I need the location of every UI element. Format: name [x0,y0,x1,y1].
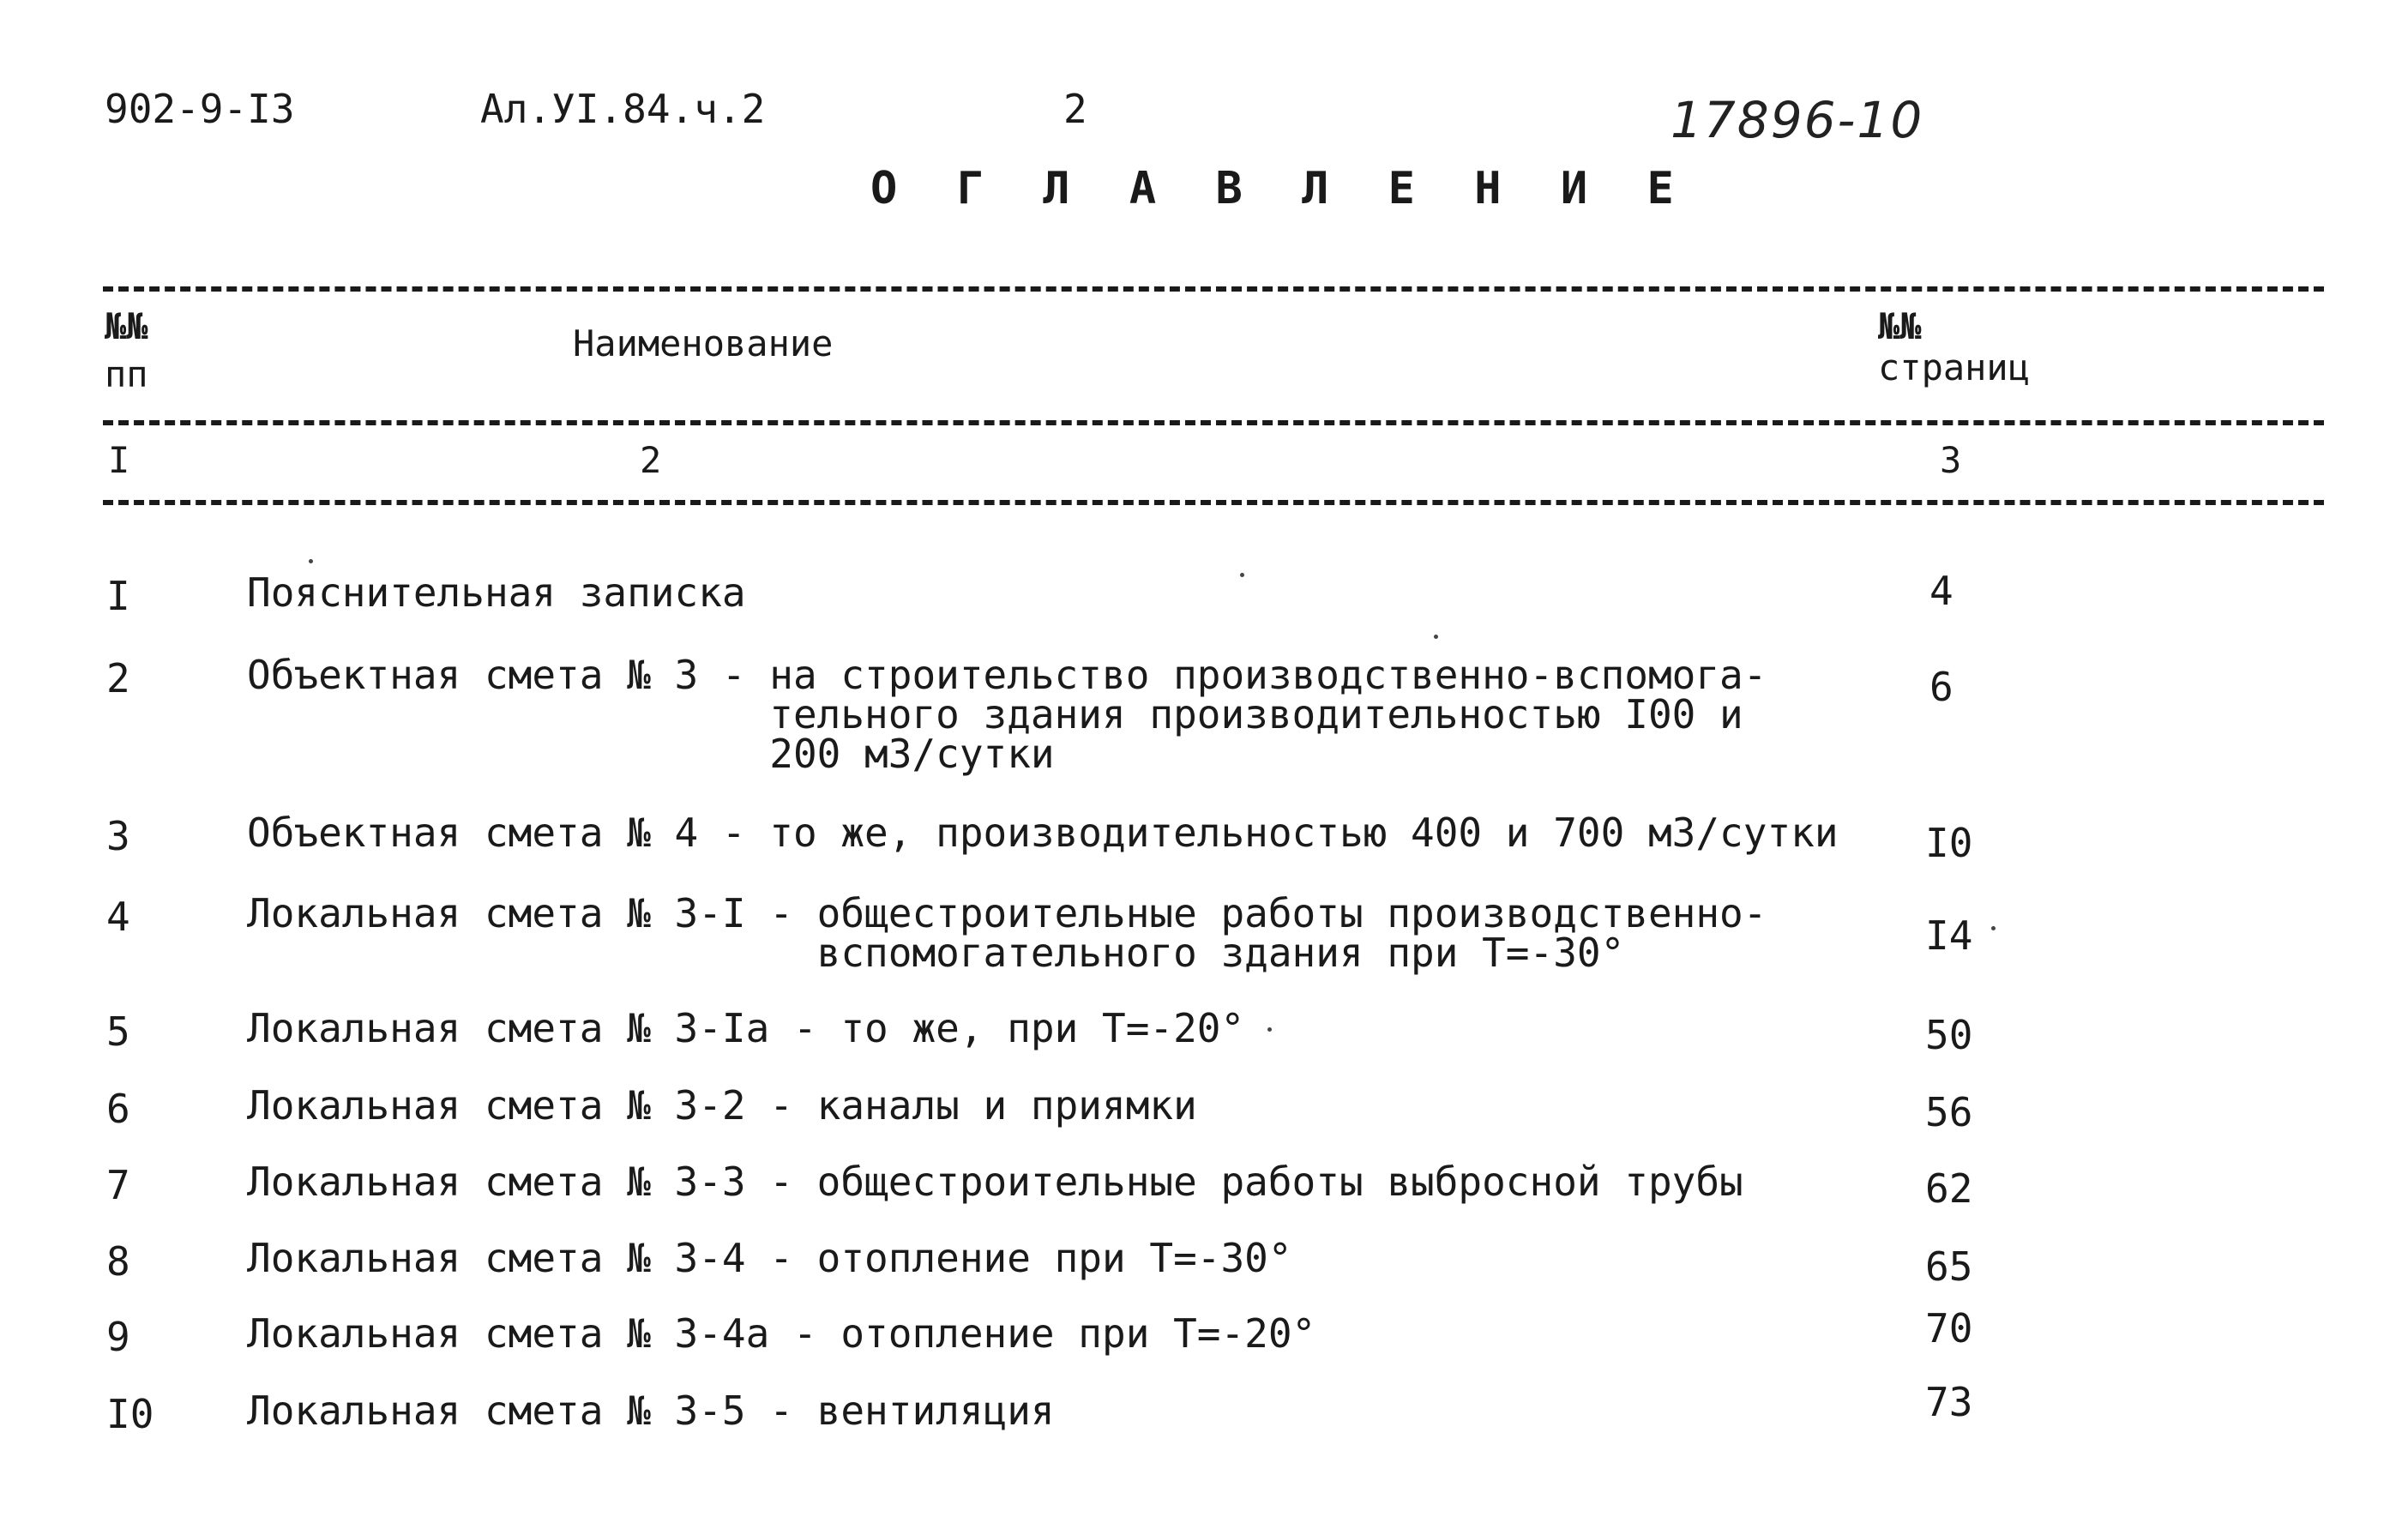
stamp-number: 17896-10 [1671,91,1924,149]
scan-speck [1434,635,1438,639]
num-column-label-top: №№ [105,305,148,347]
pages-column-label-top: №№ [1878,305,1922,347]
row-number: 7 [106,1162,130,1208]
row-page: 65 [1925,1243,1973,1290]
pages-column-label-bottom: страниц [1878,346,2031,388]
column-number-1: I [108,439,130,481]
scan-speck [1991,926,1996,930]
table-row [0,1379,2408,1437]
table-row [0,1082,2408,1135]
table-columns-rule [103,500,2324,505]
page-title: О Г Л А В Л Е Н И Е [870,163,1690,214]
name-column-label: Наименование [573,322,834,364]
row-number: 6 [106,1086,130,1132]
row-page: 73 [1925,1379,1973,1425]
row-number: 4 [106,894,130,940]
row-number: 8 [106,1238,130,1285]
row-number: 9 [106,1314,130,1360]
row-title: Объектная смета № 3 - на строительство производственно-вспомога- тельного здания производительностью I00 и 200 м3/сутки [247,652,1767,777]
scan-speck [1267,1027,1272,1032]
row-page: 62 [1925,1165,1973,1212]
row-title: Объектная смета № 4 - то же, производительностью 400 и 700 м3/сутки [247,810,1839,856]
row-number: 3 [106,813,130,859]
row-number: 5 [106,1008,130,1055]
table-row [0,1159,2408,1212]
row-title: Локальная смета № 3-I - общестроительные работы производственно- вспомогательного здания при Т=-30° [247,890,1767,976]
row-number: 2 [106,655,130,701]
table-row [0,1005,2408,1058]
row-title: Локальная смета № 3-4 - отопление при Т=-30° [247,1235,1292,1281]
row-title: Пояснительная записка [247,569,746,616]
table-row [0,568,2408,619]
row-title: Локальная смета № 3-Iа - то же, при Т=-20° [247,1005,1245,1051]
row-page: 70 [1925,1305,1973,1351]
table-row [0,652,2408,777]
document-code: 902-9-I3 [105,86,295,132]
table-row [0,1235,2408,1290]
column-number-3: 3 [1940,439,1962,481]
table-row [0,1305,2408,1360]
scan-speck [1240,573,1244,577]
row-page: 6 [1929,664,1953,710]
row-number: I [106,573,130,619]
row-page: 4 [1929,568,1953,614]
row-page: I0 [1925,820,1973,866]
album-reference: Ал.УI.84.ч.2 [480,86,766,132]
row-title: Локальная смета № 3-5 - вентиляция [247,1388,1055,1434]
row-title: Локальная смета № 3-2 - каналы и приямки [247,1082,1197,1129]
table-header-rule [103,420,2324,425]
table-row [0,810,2408,866]
scan-speck [309,559,313,563]
page-number: 2 [1063,86,1087,132]
row-title: Локальная смета № 3-3 - общестроительные работы выбросной трубы [247,1159,1743,1205]
table-top-rule [103,286,2324,292]
num-column-label-bottom: пп [105,353,148,395]
column-number-2: 2 [640,439,662,481]
row-title: Локальная смета № 3-4а - отопление при Т=-20° [247,1310,1316,1357]
row-number: I0 [106,1391,154,1437]
row-page: I4 [1925,912,1973,959]
row-page: 50 [1925,1012,1973,1058]
row-page: 56 [1925,1089,1973,1135]
